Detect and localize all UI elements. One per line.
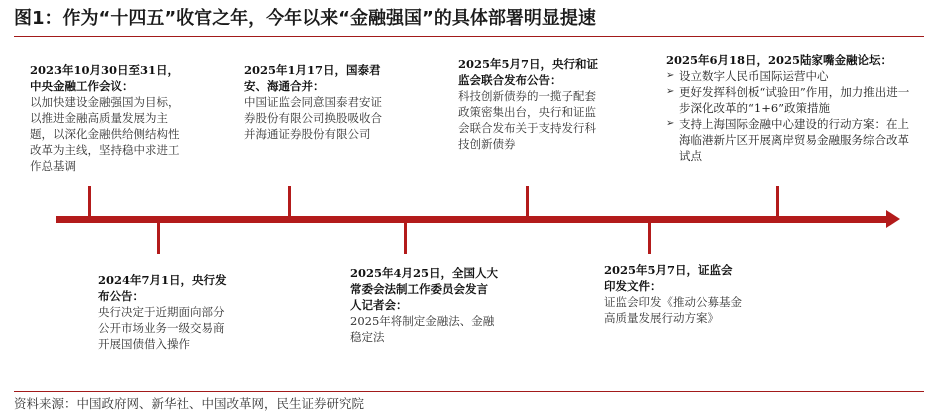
event-head: 2023年10月30日至31日，中央金融工作会议： — [30, 63, 180, 93]
event-head: 2025年1月17日，国泰君安、海通合并： — [244, 63, 381, 93]
event-2025-01-gtja-haitong-merger — [244, 62, 384, 142]
square-bullet-icon: ➢ — [666, 86, 675, 97]
source-note: 资料来源：中国政府网、新华社、中国改革网，民生证券研究院 — [14, 391, 924, 418]
tick-top-3 — [526, 186, 529, 217]
event-2025-04-npc-press-conference — [350, 265, 498, 345]
event-head: 2025年5月7日，证监会印发文件： — [604, 263, 733, 293]
event-head: 2025年6月18日，2025陆家嘴金融论坛： — [666, 53, 893, 67]
tick-bottom-2 — [404, 222, 407, 254]
event-2023-10-central-finance-conference — [30, 62, 188, 174]
square-bullet-icon: ➢ — [666, 118, 675, 129]
event-body: 科技创新债券的一揽子配套政策密集出台，央行和证监会联合发布关于支持发行科技创新债券 — [458, 89, 596, 151]
forum-bullet-list — [666, 68, 914, 164]
figure-title: 图1：作为“十四五”收官之年，今年以来“金融强国”的具体部署明显提速 — [14, 4, 924, 37]
arrow-right-icon — [886, 210, 900, 228]
timeline-axis — [56, 216, 890, 223]
list-item: ➢ 支持上海国际金融中心建设的行动方案：在上海临港新片区开展离岸贸易金融服务综合改革试点 — [666, 117, 909, 163]
list-item: ➢ 更好发挥科创板“试验田”作用，加力推出进一步深化改革的“1+6”政策措施 — [666, 85, 910, 115]
event-head: 2025年5月7日，央行和证监会联合发布公告： — [458, 57, 599, 87]
tick-top-1 — [88, 186, 91, 217]
event-body: 央行决定于近期面向部分公开市场业务一级交易商开展国债借入操作 — [98, 305, 225, 351]
tick-bottom-1 — [157, 222, 160, 254]
tick-bottom-3 — [648, 222, 651, 254]
list-item: ➢ 设立数字人民币国际运营中心 — [666, 69, 829, 83]
event-2024-07-pboc-notice — [98, 272, 230, 352]
event-2025-05-pboc-csrc-joint-notice — [458, 56, 606, 152]
tick-top-4 — [776, 186, 779, 217]
event-head: 2024年7月1日，央行发布公告： — [98, 273, 227, 303]
event-body: 2025年将制定金融法、金融稳定法 — [350, 314, 495, 344]
event-body: 证监会印发《推动公募基金高质量发展行动方案》 — [604, 295, 742, 325]
event-2025-06-lujiazui-forum — [666, 52, 914, 164]
square-bullet-icon: ➢ — [666, 70, 675, 81]
event-body: 以加快建设金融强国为目标，以推进金融高质量发展为主题，以深化金融供给侧结构性改革为主线，坚持稳中求进工作总基调 — [30, 95, 180, 173]
event-2025-05-csrc-fund-plan — [604, 262, 742, 326]
tick-top-2 — [288, 186, 291, 217]
event-head: 2025年4月25日，全国人大常委会法制工作委员会发言人记者会： — [350, 266, 499, 312]
event-body: 中国证监会同意国泰君安证券股份有限公司换股吸收合并海通证券股份有限公司 — [244, 95, 382, 141]
